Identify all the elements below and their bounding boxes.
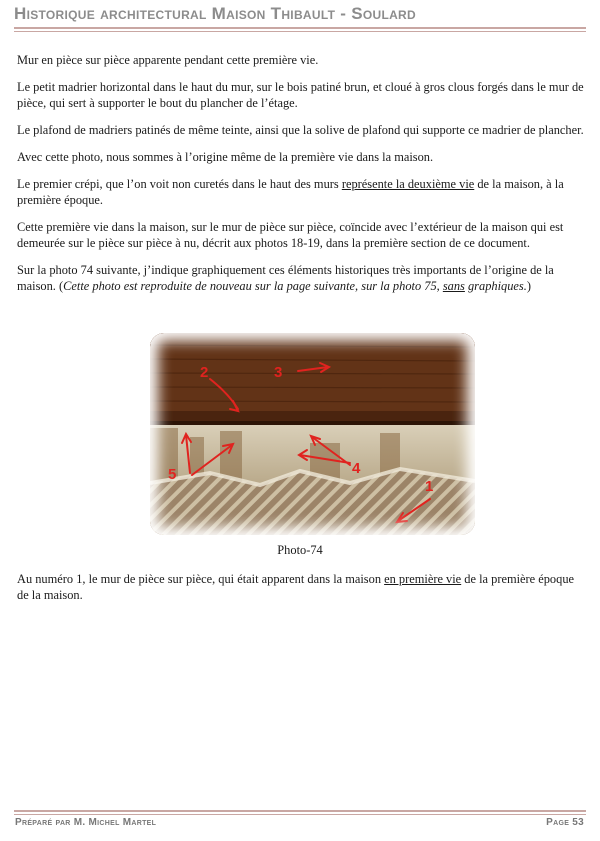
footer-page-number: Page 53 [546,817,584,828]
footer-rule [14,810,586,812]
after-text-b: de la première époque de la maison. [17,572,575,602]
footer-author: Préparé par M. Michel Martel [15,817,157,828]
paragraph-7-text-a: Sur la photo 74 suivante, j’indique graphiquement ces éléments historiques très importants de l’origine de la maison. ( [17,263,554,293]
body-text [17,52,585,305]
photo-74 [150,333,475,535]
paragraph-5-underline: représente la deuxième vie [341,177,475,191]
photo-label-1: 1 [425,478,434,495]
paragraph-6: Cette première vie dans la maison, sur le mur de pièce sur pièce, coïncide avec l’extérieur de la maison qui est demeurée sur le pièce sur pièce à nu, décrit aux photos 18-19, dans la première section de ce document. [17,220,564,250]
photo-caption: Photo-74 [277,543,323,557]
photo-74-image [150,333,475,535]
after-underline: en première vie [384,572,462,586]
paragraph-7-italic-b: graphiques. [464,279,527,293]
photo-label-5: 5 [168,466,177,483]
paragraph-5-text-b: de la maison, à la première époque. [17,177,564,207]
header-rule [14,27,586,29]
photo-label-3: 3 [274,364,283,381]
paragraph-7-text-b: ) [526,279,531,293]
photo-label-4: 4 [352,460,361,477]
after-text-a: Au numéro 1, le mur de pièce sur pièce, qui était apparent dans la maison [17,572,385,586]
paragraph-7-italic-a: Cette photo est reproduite de nouveau sur la page suivante, sur la photo 75, [63,279,443,293]
header-rule-thin [14,31,586,32]
page-header-title: Historique architectural Maison Thibault - Soulard [14,4,416,23]
paragraph-7 [17,262,585,294]
paragraph-5-text-a: Le premier crépi, que l’on voit non curetés dans le haut des murs [17,177,342,191]
paragraph-3: Le plafond de madriers patinés de même teinte, ainsi que la solive de plafond qui supporte ce madrier de plancher. [17,123,584,137]
paragraph-4: Avec cette photo, nous sommes à l’origine même de la première vie dans la maison. [17,150,434,164]
footer-rule-thin [14,814,586,815]
paragraph-5 [17,176,585,208]
photo-label-2: 2 [200,364,209,381]
paragraph-7-italic-underline: sans [442,279,465,293]
paragraph-2: Le petit madrier horizontal dans le haut du mur, sur le bois patiné brun, et cloué à gros clous forgés dans le mur de pièce, qui sert à supporter le bout du plancher de l’étage. [17,80,584,110]
paragraph-1: Mur en pièce sur pièce apparente pendant cette première vie. [17,53,319,67]
after-photo-paragraph [17,571,585,603]
